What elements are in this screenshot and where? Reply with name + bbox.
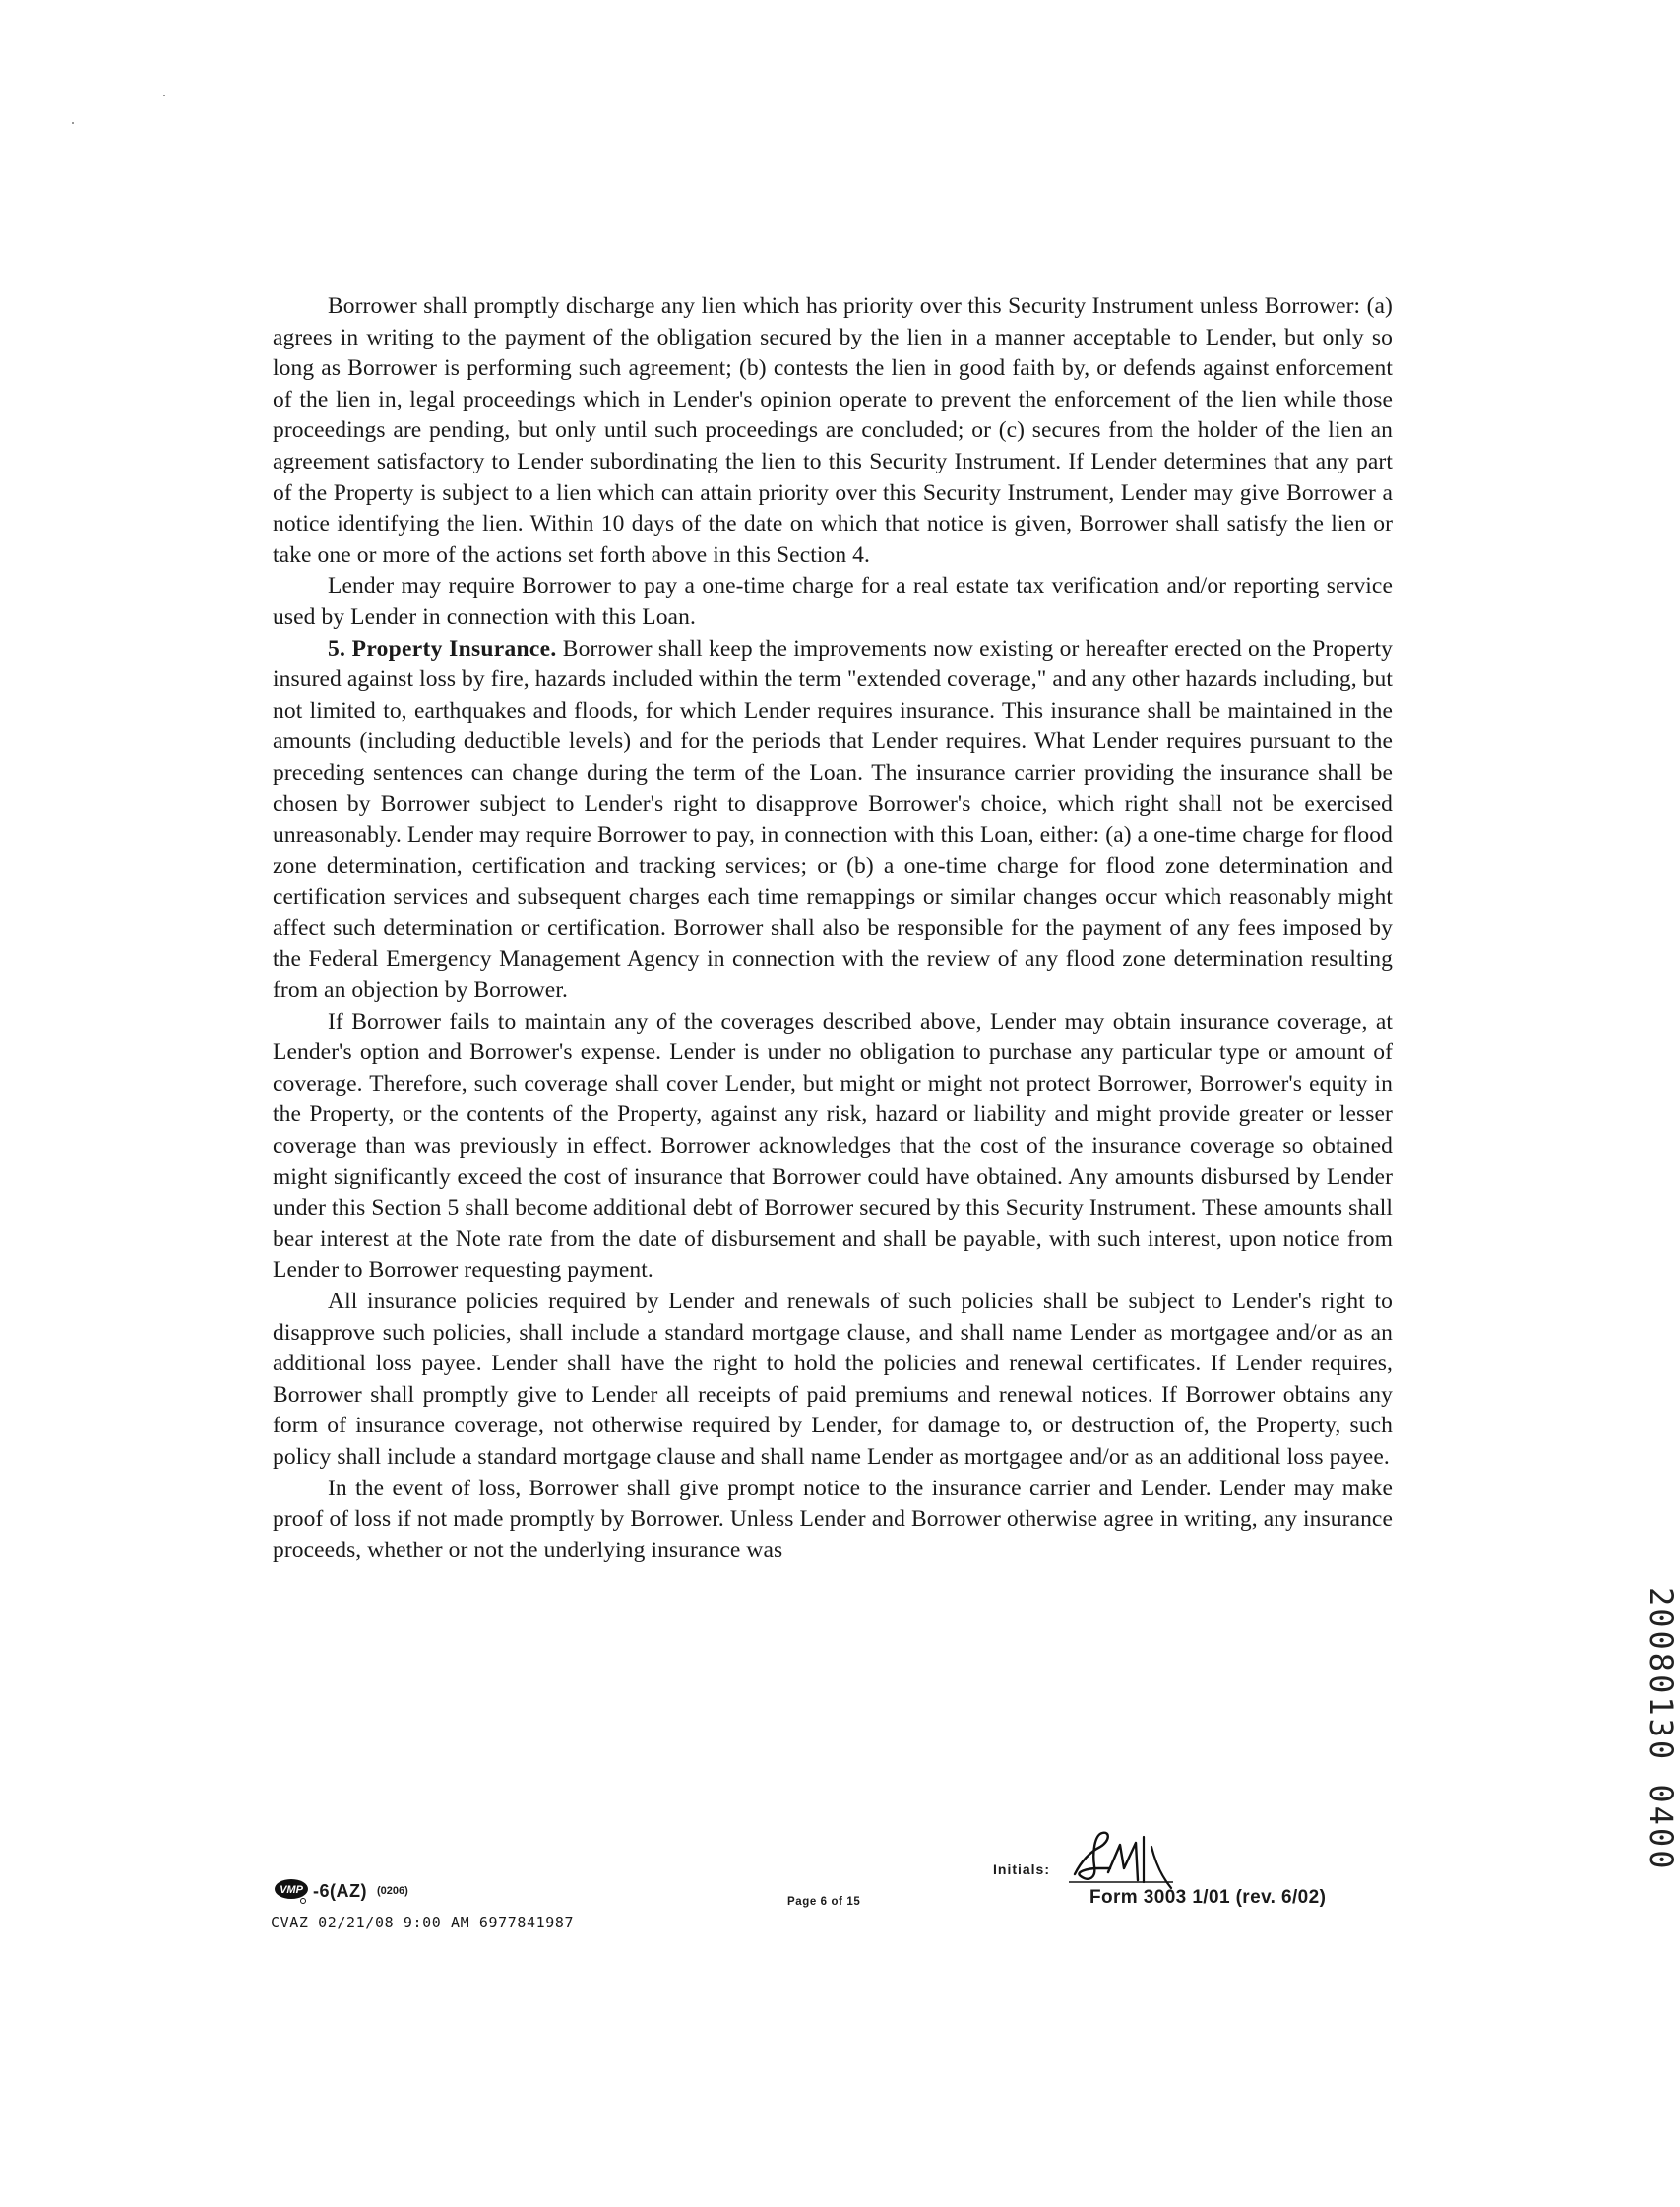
document-body bbox=[273, 291, 1393, 1566]
paragraph-text: Borrower shall keep the improvements now existing or hereafter erected on the Property insured against loss by fire, hazards included within the term "extended coverage," and any other hazards including, but not limited to, earthquakes and floods, for which Lender requires insurance. This insurance shall be maintained in the amounts (including deductible levels) and for the periods that Lender requires. What Lender requires pursuant to the preceding sentences can change during the term of the Loan. The insurance carrier providing the insurance shall be chosen by Borrower subject to Lender's right to disapprove Borrower's choice, which right shall not be exercised unreasonably. Lender may require Borrower to pay, in connection with this Loan, either: (a) a one-time charge for flood zone determination, certification and tracking services; or (b) a one-time charge for flood zone determination and certification services and subsequent charges each time remappings or similar changes occur which reasonably might affect such determination or certification. Borrower shall also be responsible for the payment of any fees imposed by the Federal Emergency Management Agency in connection with the review of any flood zone determination resulting from an objection by Borrower. bbox=[273, 635, 1393, 1004]
form-code: -6(AZ) bbox=[313, 1880, 367, 1901]
paragraph-text: All insurance policies required by Lender and renewals of such policies shall be subject to Lender's right to disapprove such policies, shall include a standard mortgage clause, and shall name Lender as mortgagee and/or as an additional loss payee. Lender shall have the right to hold the policies and renewal certificates. If Lender requires, Borrower shall promptly give to Lender all receipts of paid premiums and renewal notices. If Borrower obtains any form of insurance coverage, not otherwise required by Lender, for damage to, or destruction of, the Property, such policy shall include a standard mortgage clause and shall name Lender as mortgagee and/or as an additional loss payee. bbox=[273, 1289, 1393, 1470]
paragraph-event-of-loss bbox=[273, 1474, 1393, 1567]
scan-speck bbox=[72, 122, 74, 124]
form-number: Form 3003 1/01 (rev. 6/02) bbox=[1089, 1887, 1327, 1908]
recording-stamp: 20080130 0400 bbox=[1643, 1587, 1680, 1872]
initials-signature bbox=[1067, 1823, 1175, 1892]
vmp-logo-icon bbox=[274, 1878, 309, 1904]
document-meta: CVAZ 02/21/08 9:00 AM 6977841987 bbox=[271, 1914, 575, 1931]
paragraph-text: If Borrower fails to maintain any of the coverages described above, Lender may obtain insurance coverage, at Lender's option and Borrower's expense. Lender is under no obligation to purchase any particular type or amount of coverage. Therefore, such coverage shall cover Lender, but might or might not protect Borrower, Borrower's equity in the Property, or the contents of the Property, against any risk, hazard or liability and might provide greater or lesser coverage than was previously in effect. Borrower acknowledges that the cost of the insurance coverage so obtained might significantly exceed the cost of insurance that Borrower could have obtained. Any amounts disbursed by Lender under this Section 5 shall become additional debt of Borrower secured by this Security Instrument. These amounts shall bear interest at the Note rate from the date of disbursement and shall be payable, with such interest, upon notice from Lender to Borrower requesting payment. bbox=[273, 1008, 1393, 1284]
paragraph-text: Lender may require Borrower to pay a one-time charge for a real estate tax verification and/or reporting service used by Lender in connection with this Loan. bbox=[273, 573, 1393, 630]
paragraph-lien-discharge bbox=[273, 291, 1393, 571]
page-number: Page 6 of 15 bbox=[787, 1896, 861, 1908]
form-logo-group bbox=[274, 1878, 408, 1904]
paragraph-text: In the event of loss, Borrower shall give prompt notice to the insurance carrier and Lender. Lender may make proof of loss if not made promptly by Borrower. Unless Lender and Borrower otherwise agree in writing, any insurance proceeds, whether or not the underlying insurance was bbox=[273, 1475, 1393, 1563]
paragraph-coverage-failure bbox=[273, 1007, 1393, 1287]
paragraph-tax-verification bbox=[273, 571, 1393, 633]
paragraph-text: Borrower shall promptly discharge any lien which has priority over this Security Instrument unless Borrower: (a) agrees in writing to the payment of the obligation secured by the lien in a manner acceptable to Lender, but only so long as Borrower is performing such agreement; (b) contests the lien in good faith by, or defends against enforcement of the lien in, legal proceedings which in Lender's opinion operate to prevent the enforcement of the lien while those proceedings are pending, but only until such proceedings are concluded; or (c) secures from the holder of the lien an agreement satisfactory to Lender subordinating the lien to this Security Instrument. If Lender determines that any part of the Property is subject to a lien which can attain priority over this Security Instrument, Lender may give Borrower a notice identifying the lien. Within 10 days of the date on which that notice is given, Borrower shall satisfy the lien or take one or more of the actions set forth above in this Section 4. bbox=[273, 293, 1393, 568]
section-heading: 5. Property Insurance. bbox=[328, 635, 557, 662]
svg-text:VMP: VMP bbox=[280, 1884, 303, 1896]
form-code-date: (0206) bbox=[377, 1885, 408, 1897]
initials-label: Initials: bbox=[993, 1861, 1051, 1877]
paragraph-insurance-policies bbox=[273, 1287, 1393, 1474]
paragraph-property-insurance bbox=[273, 634, 1393, 1007]
scan-speck bbox=[163, 95, 165, 96]
